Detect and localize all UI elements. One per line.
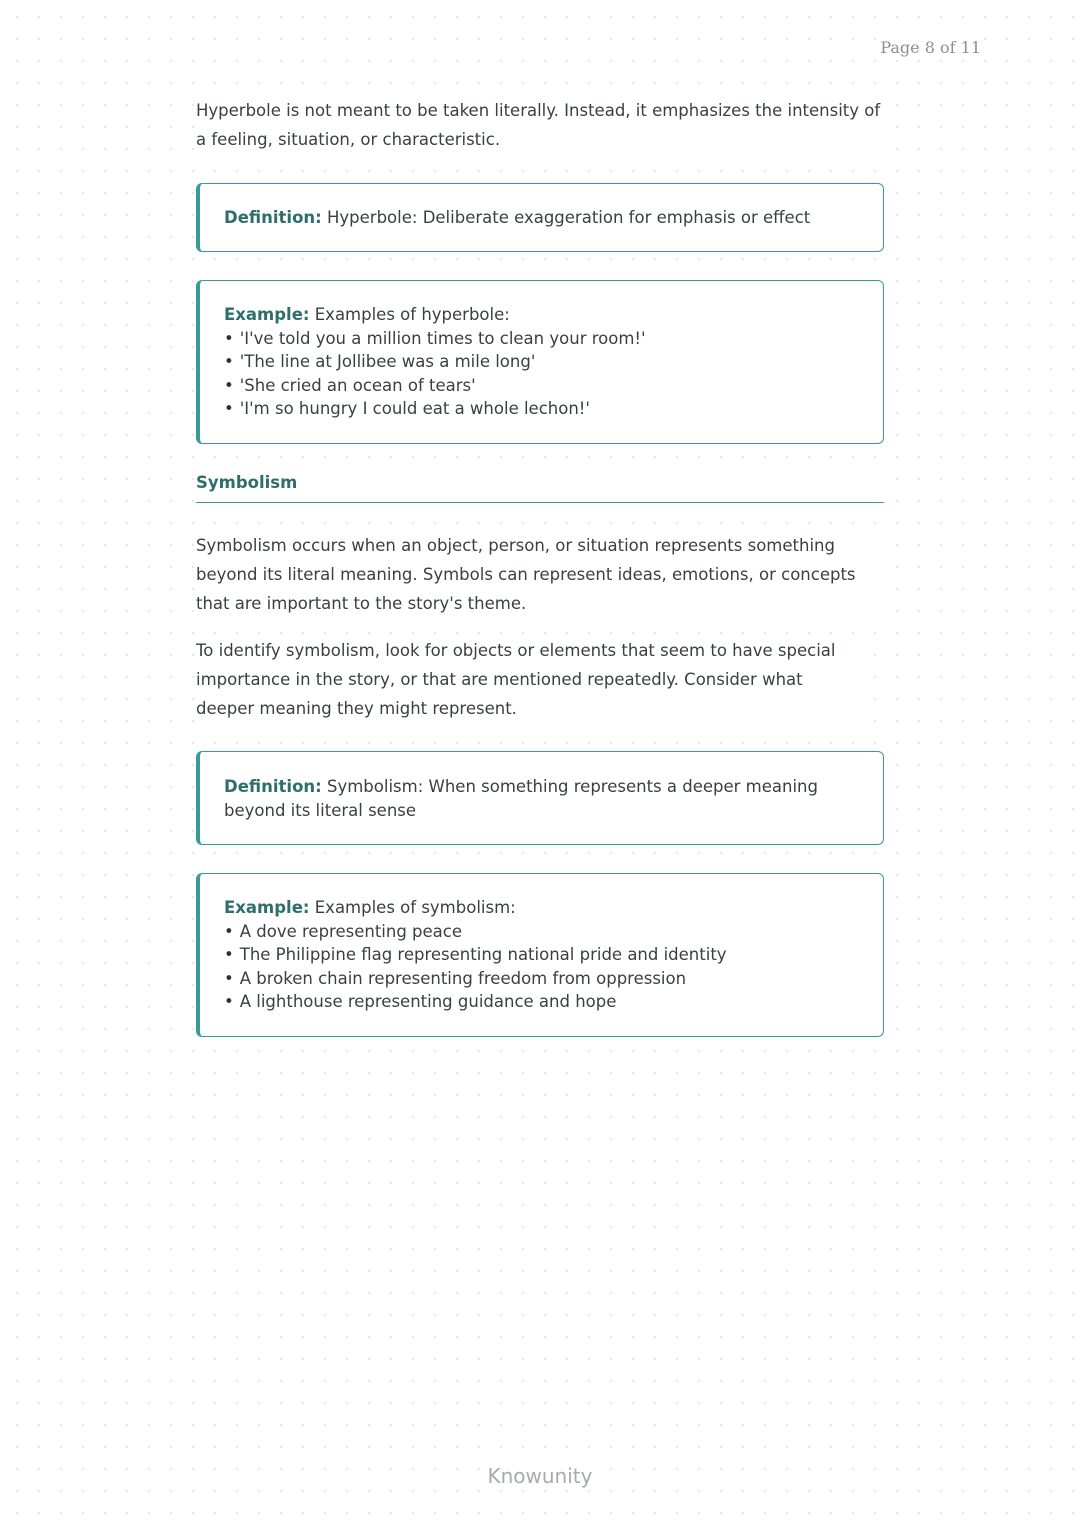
example-intro: Examples of hyperbole:	[314, 305, 510, 324]
example-intro: Examples of symbolism:	[314, 898, 516, 917]
definition-box-hyperbole	[196, 183, 884, 252]
page-number: Page 8 of 11	[880, 38, 981, 57]
definition-label: Definition:	[224, 777, 322, 796]
list-item: • A broken chain representing freedom from oppression	[224, 967, 859, 991]
list-item: • 'She cried an ocean of tears'	[224, 374, 859, 398]
intro-paragraph: Hyperbole is not meant to be taken literally. Instead, it emphasizes the intensity of a feeling, situation, or characteristic.	[196, 96, 886, 154]
symbolism-paragraph-1: Symbolism occurs when an object, person, or situation represents something beyond its literal meaning. Symbols can represent ideas, emotions, or concepts that are important to the story's theme.	[196, 531, 884, 618]
definition-box-symbolism	[196, 751, 884, 845]
brand-logo-text: Knowunity	[484, 1464, 597, 1488]
list-item: • A dove representing peace	[224, 920, 859, 944]
section-heading-symbolism: Symbolism	[196, 473, 884, 503]
example-box-hyperbole	[196, 280, 884, 444]
definition-text: Symbolism: When something represents a deeper meaning beyond its literal sense	[224, 777, 818, 820]
list-item: • 'The line at Jollibee was a mile long'	[224, 350, 859, 374]
symbolism-paragraph-2: To identify symbolism, look for objects or elements that seem to have special importance in the story, or that are mentioned repeatedly. Consider what deeper meaning they might represent.	[196, 636, 856, 723]
example-label: Example:	[224, 305, 310, 324]
document-content	[196, 96, 884, 1037]
example-list	[224, 327, 859, 421]
definition-label: Definition:	[224, 208, 322, 227]
example-label: Example:	[224, 898, 310, 917]
list-item: • 'I've told you a million times to clean your room!'	[224, 327, 859, 351]
list-item: • 'I'm so hungry I could eat a whole lechon!'	[224, 397, 859, 421]
example-list	[224, 920, 859, 1014]
example-box-symbolism	[196, 873, 884, 1037]
footer-brand	[0, 1464, 1080, 1488]
definition-text: Hyperbole: Deliberate exaggeration for emphasis or effect	[327, 208, 811, 227]
list-item: • A lighthouse representing guidance and hope	[224, 990, 859, 1014]
list-item: • The Philippine flag representing national pride and identity	[224, 943, 859, 967]
